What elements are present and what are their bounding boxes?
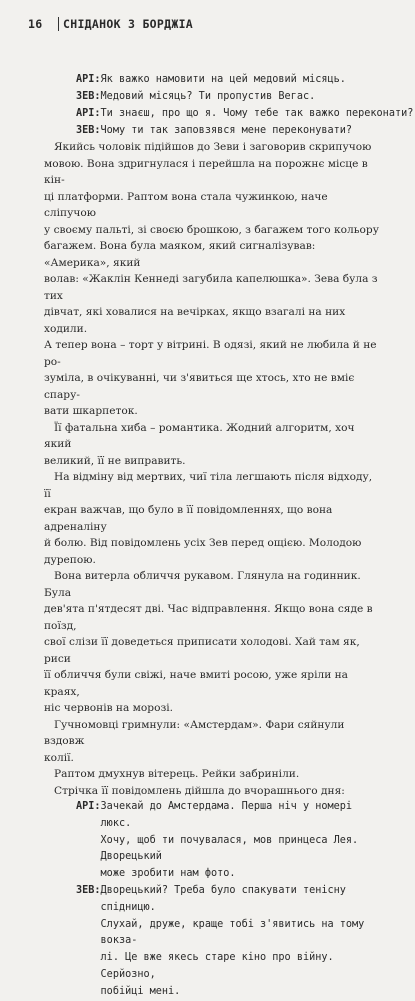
dialogue-text-line: Слухай, друже, краще тобі з'явитись на тому вокза- bbox=[100, 918, 365, 947]
text-line: ці платформи. Раптом вона стала чужинкою, наче сліпучою bbox=[44, 190, 328, 219]
text-line: дев'ята п'ятдесят дві. Час відправлення. Якщо вона сяде в поїзд, bbox=[44, 603, 373, 632]
page-body bbox=[44, 71, 414, 1001]
text-line: волав: «Жаклін Кеннеді загубила капелюшка». Зева була з тих bbox=[44, 273, 378, 302]
text-line: багажем. Вона була маяком, який сигналізував: «Америка», який bbox=[44, 240, 316, 269]
dialogue-text-line: лі. Це вже якесь старе кіно про війну. Серйозно, bbox=[100, 952, 334, 980]
dialogue-text-line: Дворецький? Треба було спакувати тенісну спідницю. bbox=[100, 884, 346, 913]
dialogue-text bbox=[101, 799, 381, 883]
text-line: зуміла, в очікуванні, чи з'явиться ще хтось, хто не вміє спару- bbox=[44, 372, 355, 401]
text-line: великий, її не виправить. bbox=[44, 454, 186, 467]
text-line: вати шкарпеток. bbox=[44, 405, 138, 417]
speaker: ЗЕВ: bbox=[76, 125, 101, 136]
dialogue-block bbox=[76, 799, 381, 883]
text-line: у своєму пальті, зі своєю брошкою, з багажем того кольору bbox=[44, 223, 379, 236]
text-line: Стрічка її повідомлень дійшла до вчорашнього дня: bbox=[54, 784, 345, 797]
dialogue-text-line: Зачекай до Амстердама. Перша ніч у номері люкс. bbox=[100, 801, 353, 829]
text-line: й болю. Від повідомлень усіх Зев перед ощією. Молодою дурепою. bbox=[44, 537, 362, 566]
speaker: ЗЕВ: bbox=[76, 91, 101, 102]
text-line: ніс червонів на морозі. bbox=[44, 702, 173, 714]
paragraph bbox=[44, 766, 381, 783]
text-line: її обличчя були свіжі, наче вмиті росою, уже яріли на краях, bbox=[44, 669, 349, 698]
speaker: ЗЕВ: bbox=[76, 884, 101, 896]
paragraph bbox=[44, 717, 381, 767]
text-line: мовою. Вона здригнулася і перейшла на порожнє місце в кін- bbox=[44, 157, 368, 186]
dialogue-text-line: може зробити нам фото. bbox=[100, 868, 236, 880]
dialogue-line bbox=[76, 122, 381, 139]
dialogue-text: Ти знаєш, про що я. Чому тебе так важко переконати? bbox=[100, 108, 414, 119]
dialogue-line bbox=[76, 71, 381, 88]
speaker: АРІ: bbox=[76, 801, 101, 812]
dialogue-line bbox=[76, 105, 414, 122]
page-number: 16 bbox=[28, 17, 43, 31]
dialogue-top bbox=[76, 71, 414, 139]
dialogue-text: Медовий місяць? Ти пропустив Вегас. bbox=[100, 91, 316, 102]
paragraph bbox=[44, 568, 381, 717]
header-divider bbox=[58, 17, 59, 31]
text-line: свої слізи її доведеться приписати холодові. Хай там як, риси bbox=[44, 636, 360, 665]
dialogue-text-line: Хочу, щоб ти почувалася, мов принцеса Лея. Дворецький bbox=[100, 834, 359, 863]
text-line: А тепер вона – торт у вітрині. В одязі, який не любила й не ро- bbox=[44, 339, 377, 368]
text-line: На відміну від мертвих, чиї тіла легшають після відходу, її bbox=[44, 471, 373, 500]
speaker: АРІ: bbox=[76, 74, 101, 85]
text-line: Її фатальна хиба – романтика. Жодний алгоритм, хоч який bbox=[44, 421, 355, 450]
paragraph bbox=[44, 783, 381, 800]
text-line: Раптом дмухнув вітерець. Рейки забриніли. bbox=[54, 768, 300, 780]
text-line: екран важчав, що було в її повідомленнях, що вона адреналіну bbox=[44, 504, 333, 533]
text-line: колії. bbox=[44, 751, 74, 764]
paragraph bbox=[44, 139, 381, 420]
running-header bbox=[28, 17, 193, 31]
paragraph bbox=[44, 469, 381, 568]
text-line: Вона витерла обличчя рукавом. Глянула на годинник. Була bbox=[44, 570, 361, 599]
dialogue-line bbox=[76, 88, 381, 105]
dialogue-bottom bbox=[76, 799, 381, 1001]
dialogue-text bbox=[101, 883, 381, 1001]
dialogue-text: Чому ти так заповзявся мене переконувати? bbox=[100, 125, 353, 136]
running-title: СНІДАНОК З БОРДЖІА bbox=[63, 17, 194, 31]
paragraph bbox=[44, 420, 381, 470]
dialogue-text: Як важко намовити на цей медовий місяць. bbox=[100, 74, 346, 85]
text-line: Гучномовці гримнули: «Амстердам». Фари сяйнули вздовж bbox=[44, 718, 345, 747]
dialogue-block bbox=[76, 883, 381, 1001]
text-line: дівчат, які ховалися на вечірках, якщо взагалі на них ходили. bbox=[44, 306, 346, 335]
dialogue-text-line: побійці мені. bbox=[100, 985, 181, 997]
text-line: Якийсь чоловік підійшов до Зеви і заговорив скрипучою bbox=[54, 141, 372, 153]
speaker: АРІ: bbox=[76, 108, 101, 119]
